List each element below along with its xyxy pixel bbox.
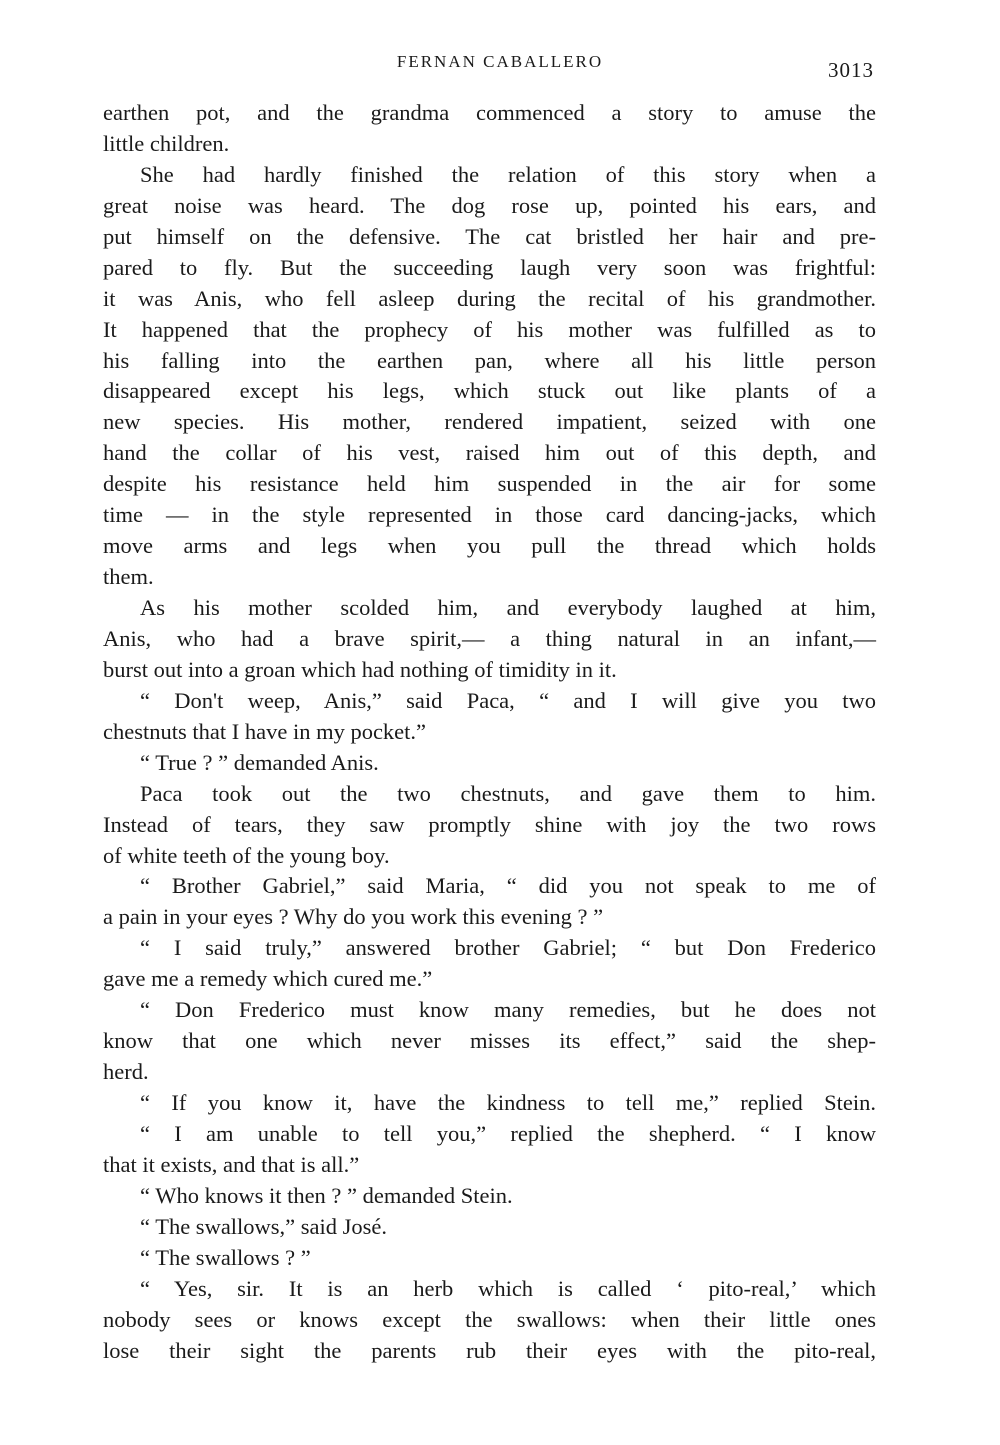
text-line: a pain in your eyes ? Why do you work this evening ? ” bbox=[103, 904, 604, 930]
text-line: She had hardly finished the relation of this story when a bbox=[140, 161, 876, 187]
text-line: know that one which never misses its effect,” said the shep- bbox=[103, 1028, 876, 1054]
body-text bbox=[103, 98, 876, 1366]
text-line: hand the collar of his vest, raised him out of this depth, and bbox=[103, 440, 876, 466]
text-line: little children. bbox=[103, 130, 230, 156]
text-line: “ If you know it, have the kindness to tell me,” replied Stein. bbox=[140, 1090, 876, 1115]
text-line: chestnuts that I have in my pocket.” bbox=[103, 718, 427, 744]
text-line: nobody sees or knows except the swallows: when their little ones bbox=[103, 1306, 876, 1332]
text-line: move arms and legs when you pull the thread which holds bbox=[103, 533, 876, 559]
text-line: lose their sight the parents rub their eyes with the pito-real, bbox=[103, 1337, 876, 1363]
text-line: his falling into the earthen pan, where all his little person bbox=[103, 347, 876, 373]
text-line: As his mother scolded him, and everybody laughed at him, bbox=[140, 595, 876, 620]
text-line: “ Don't weep, Anis,” said Paca, “ and I will give you two bbox=[140, 687, 876, 713]
text-line: “ Brother Gabriel,” said Maria, “ did you not speak to me of bbox=[140, 873, 876, 899]
text-line: put himself on the defensive. The cat bristled her hair and pre- bbox=[103, 223, 876, 249]
page-number: 3013 bbox=[828, 58, 874, 82]
text-line: “ I am unable to tell you,” replied the shepherd. “ I know bbox=[140, 1120, 876, 1146]
text-line: herd. bbox=[103, 1059, 149, 1085]
text-line: gave me a remedy which cured me.” bbox=[103, 966, 433, 992]
text-line: Anis, who had a brave spirit,— a thing natural in an infant,— bbox=[103, 625, 876, 651]
text-line: that it exists, and that is all.” bbox=[103, 1151, 360, 1177]
text-line: “ Yes, sir. It is an herb which is called ‘ pito-real,’ which bbox=[140, 1275, 876, 1301]
text-line: “ I said truly,” answered brother Gabriel; “ but Don Frederico bbox=[140, 935, 876, 961]
text-line: Instead of tears, they saw promptly shine with joy the two rows bbox=[103, 811, 876, 837]
text-line: time — in the style represented in those card dancing-jacks, which bbox=[103, 502, 876, 528]
text-line: burst out into a groan which had nothing of timidity in it. bbox=[103, 656, 617, 682]
text-line: pared to fly. But the succeeding laugh very soon was frightful: bbox=[103, 254, 876, 280]
text-line: despite his resistance held him suspended in the air for some bbox=[103, 471, 876, 497]
text-line: Paca took out the two chestnuts, and gave them to him. bbox=[140, 780, 876, 806]
text-line: them. bbox=[103, 564, 154, 590]
text-line: “ The swallows ? ” bbox=[140, 1244, 311, 1270]
text-line: It happened that the prophecy of his mother was fulfilled as to bbox=[103, 316, 876, 342]
text-line: it was Anis, who fell asleep during the recital of his grandmother. bbox=[103, 285, 876, 311]
text-line: “ The swallows,” said José. bbox=[140, 1213, 388, 1239]
text-line: “ Who knows it then ? ” demanded Stein. bbox=[140, 1182, 513, 1208]
text-line: “ True ? ” demanded Anis. bbox=[140, 749, 379, 775]
text-line: great noise was heard. The dog rose up, pointed his ears, and bbox=[103, 192, 876, 218]
text-line: new species. His mother, rendered impatient, seized with one bbox=[103, 409, 876, 435]
text-line: “ Don Frederico must know many remedies, but he does not bbox=[140, 997, 876, 1023]
running-title: FERNAN CABALLERO bbox=[396, 52, 604, 71]
text-line: disappeared except his legs, which stuck out like plants of a bbox=[103, 378, 876, 404]
text-line: earthen pot, and the grandma commenced a story to amuse the bbox=[103, 100, 876, 125]
text-line: of white teeth of the young boy. bbox=[103, 842, 390, 868]
